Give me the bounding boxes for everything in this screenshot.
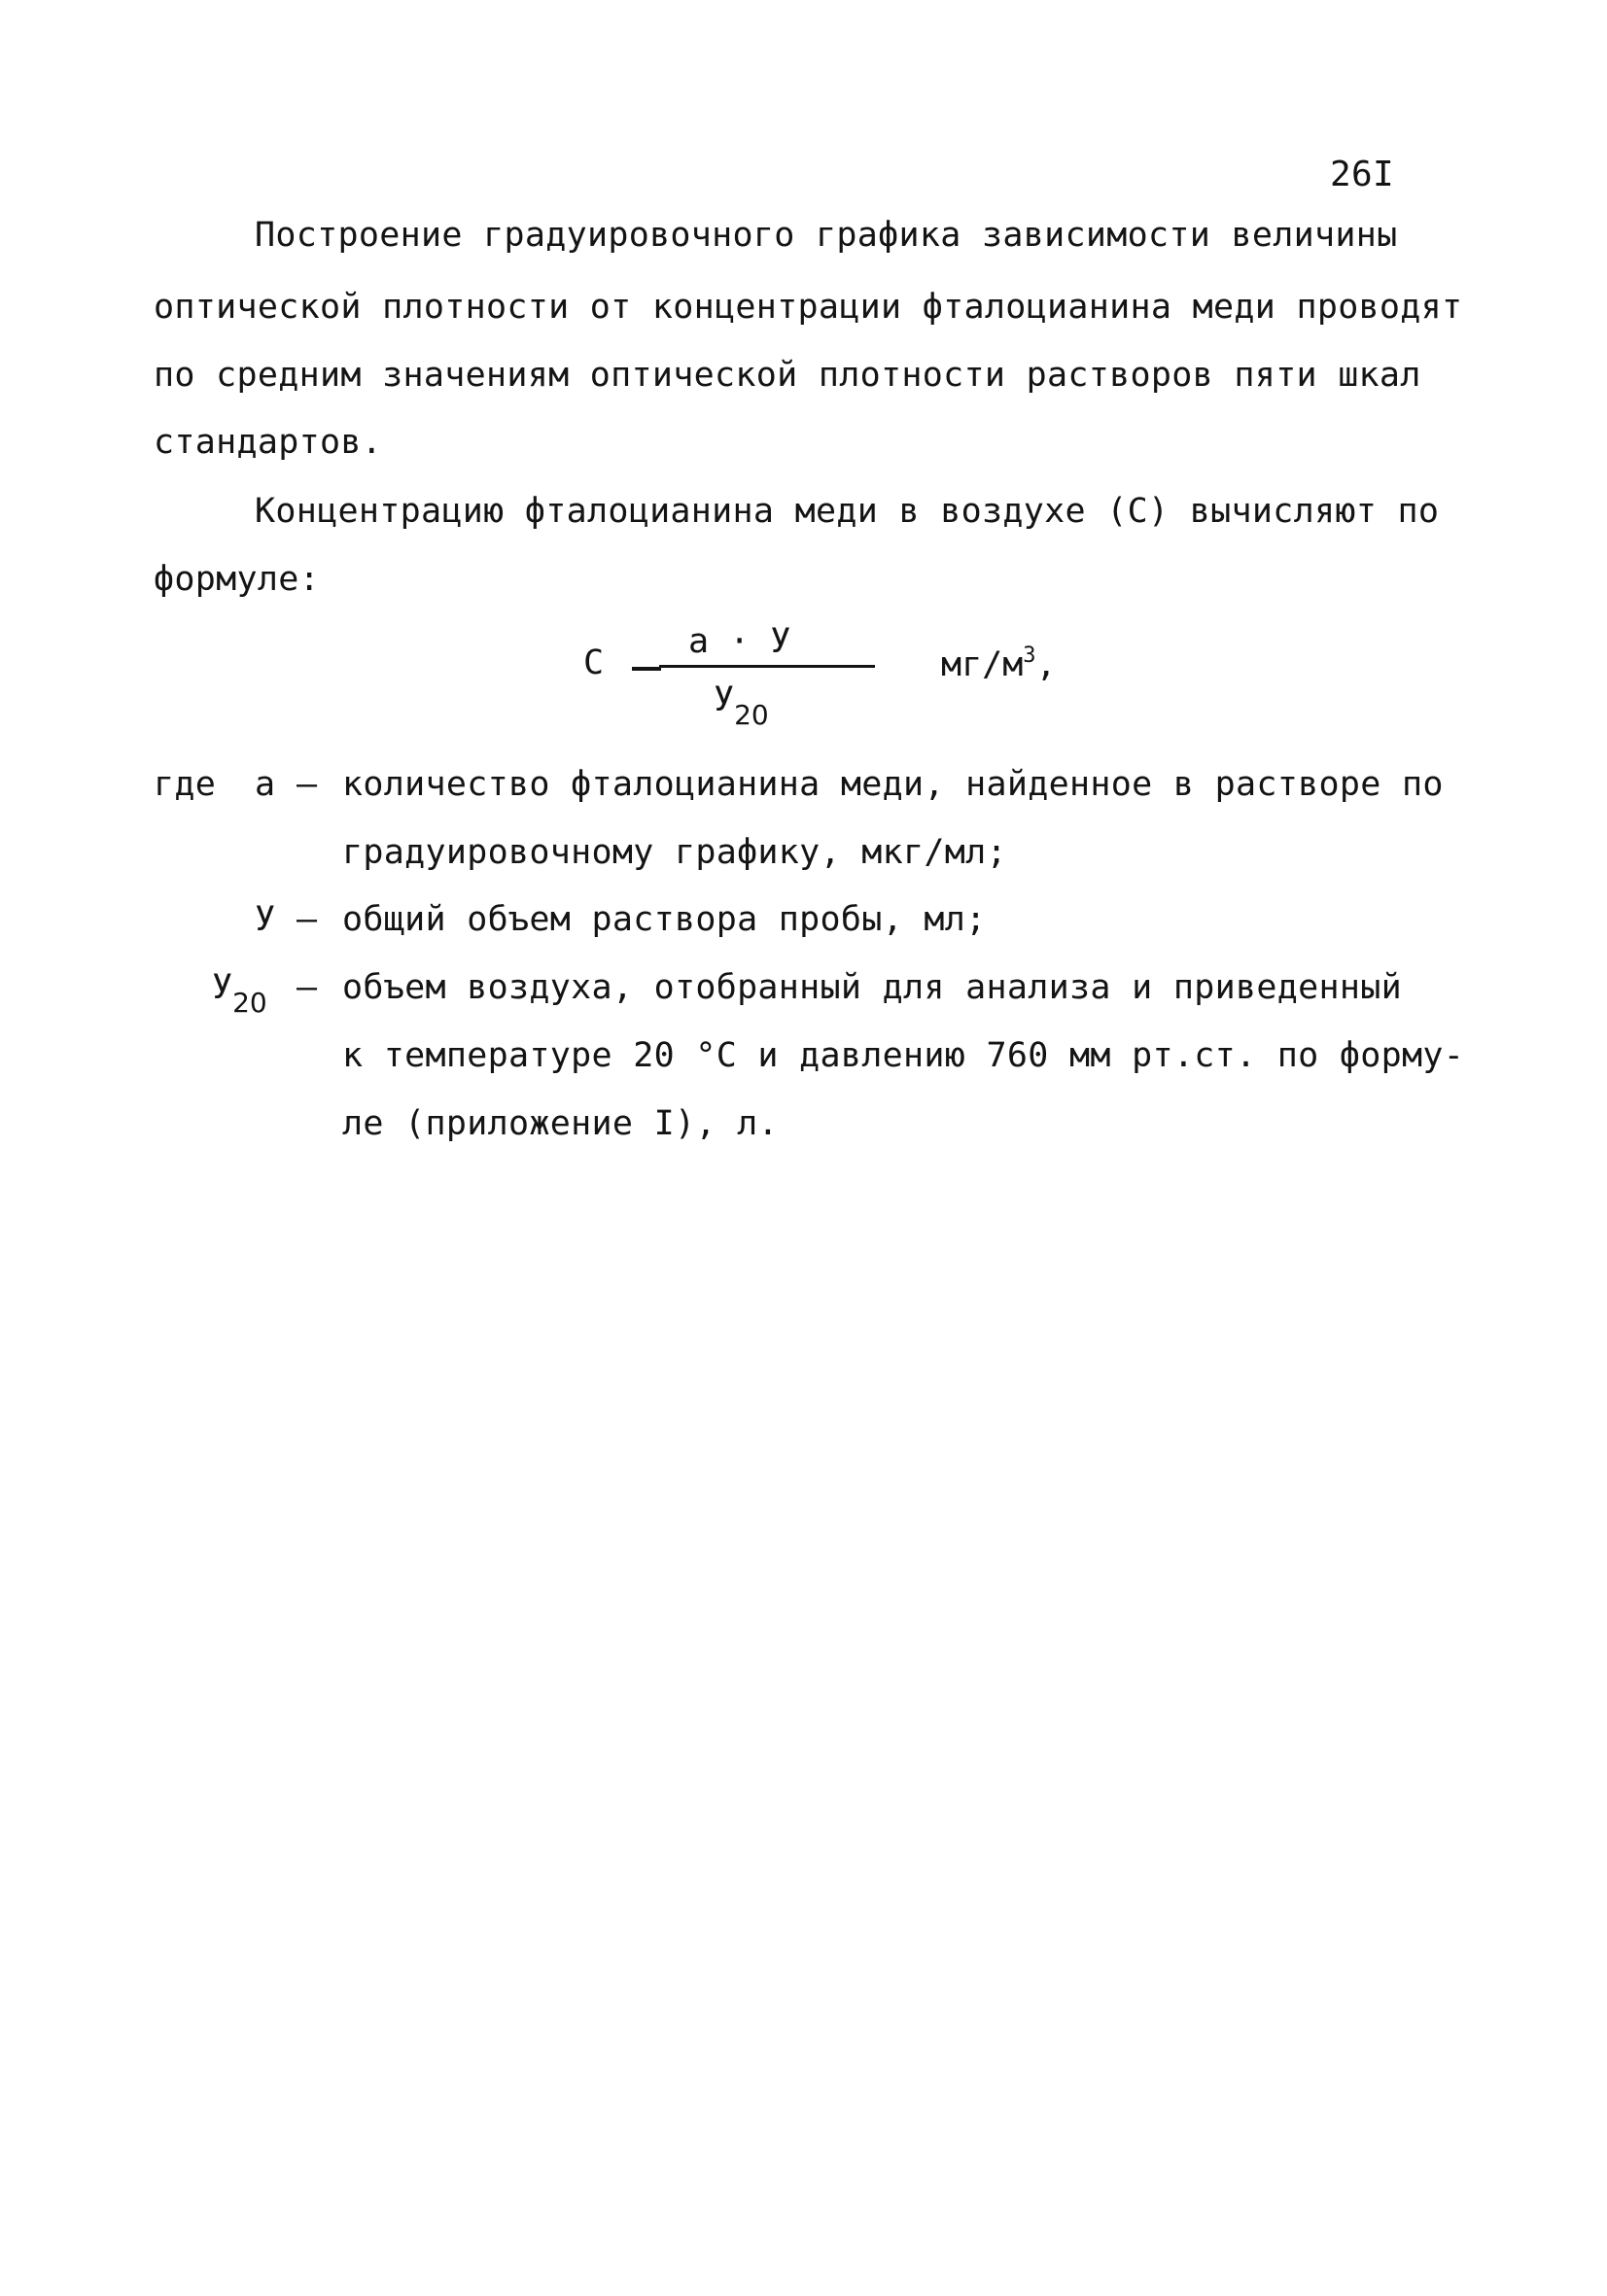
formula-unit-sup: 3 (1023, 644, 1036, 668)
paragraph-1-line-2: оптической плотности от концентрации фталоцианина меди проводят (154, 288, 1463, 327)
definition-dash-3: – (297, 968, 318, 1007)
definition-symbol-v20-sub: 20 (232, 987, 267, 1019)
paragraph-2-line-1: Концентрацию фталоцианина меди в воздухе (С) вычисляют по (255, 492, 1440, 531)
definition-v20-line-2: к температуре 20 °С и давлению 760 мм рт.ст. по форму- (342, 1036, 1465, 1075)
paragraph-1-line-1: Построение градуировочного графика зависимости величины (255, 216, 1398, 255)
formula-denominator (714, 680, 769, 731)
definition-v-line-1: общий объем раствора пробы, мл; (342, 900, 987, 939)
formula-unit-base: мг/м (941, 645, 1024, 684)
page-number: 26I (1330, 155, 1394, 194)
definition-v20-line-1: объем воздуха, отобранный для анализа и приведенный (342, 968, 1402, 1007)
formula-unit-tail: , (1035, 645, 1057, 684)
where-label: где (154, 765, 217, 804)
formula-denominator-sub: 20 (734, 699, 769, 731)
definition-symbol-v: У (255, 900, 276, 939)
formula-lhs: С (583, 644, 605, 682)
concentration-formula (583, 622, 1128, 739)
definition-symbol-v20-base: У (212, 968, 233, 1007)
paragraph-1-line-3: по средним значениям оптической плотности растворов пяти шкал (154, 356, 1421, 395)
definition-v20-line-3: ле (приложение I), л. (342, 1104, 779, 1143)
paragraph-2-line-2: формуле: (154, 560, 320, 599)
formula-unit (941, 644, 1057, 684)
formula-equals-sign (632, 667, 661, 671)
formula-fraction-bar (659, 665, 875, 668)
definition-symbol-a: а (255, 765, 276, 804)
definition-a-line-1: количество фталоцианина меди, найденное в растворе по (342, 765, 1444, 804)
formula-denominator-base: У (714, 680, 735, 719)
definition-a-line-2: градуировочному графику, мкг/мл; (342, 833, 1007, 872)
definition-symbol-v20 (212, 968, 267, 1023)
definition-dash-2: – (297, 900, 318, 939)
paragraph-1-line-4: стандартов. (154, 423, 383, 462)
definition-dash-1: – (297, 765, 318, 804)
formula-numerator: а · У (688, 622, 791, 661)
